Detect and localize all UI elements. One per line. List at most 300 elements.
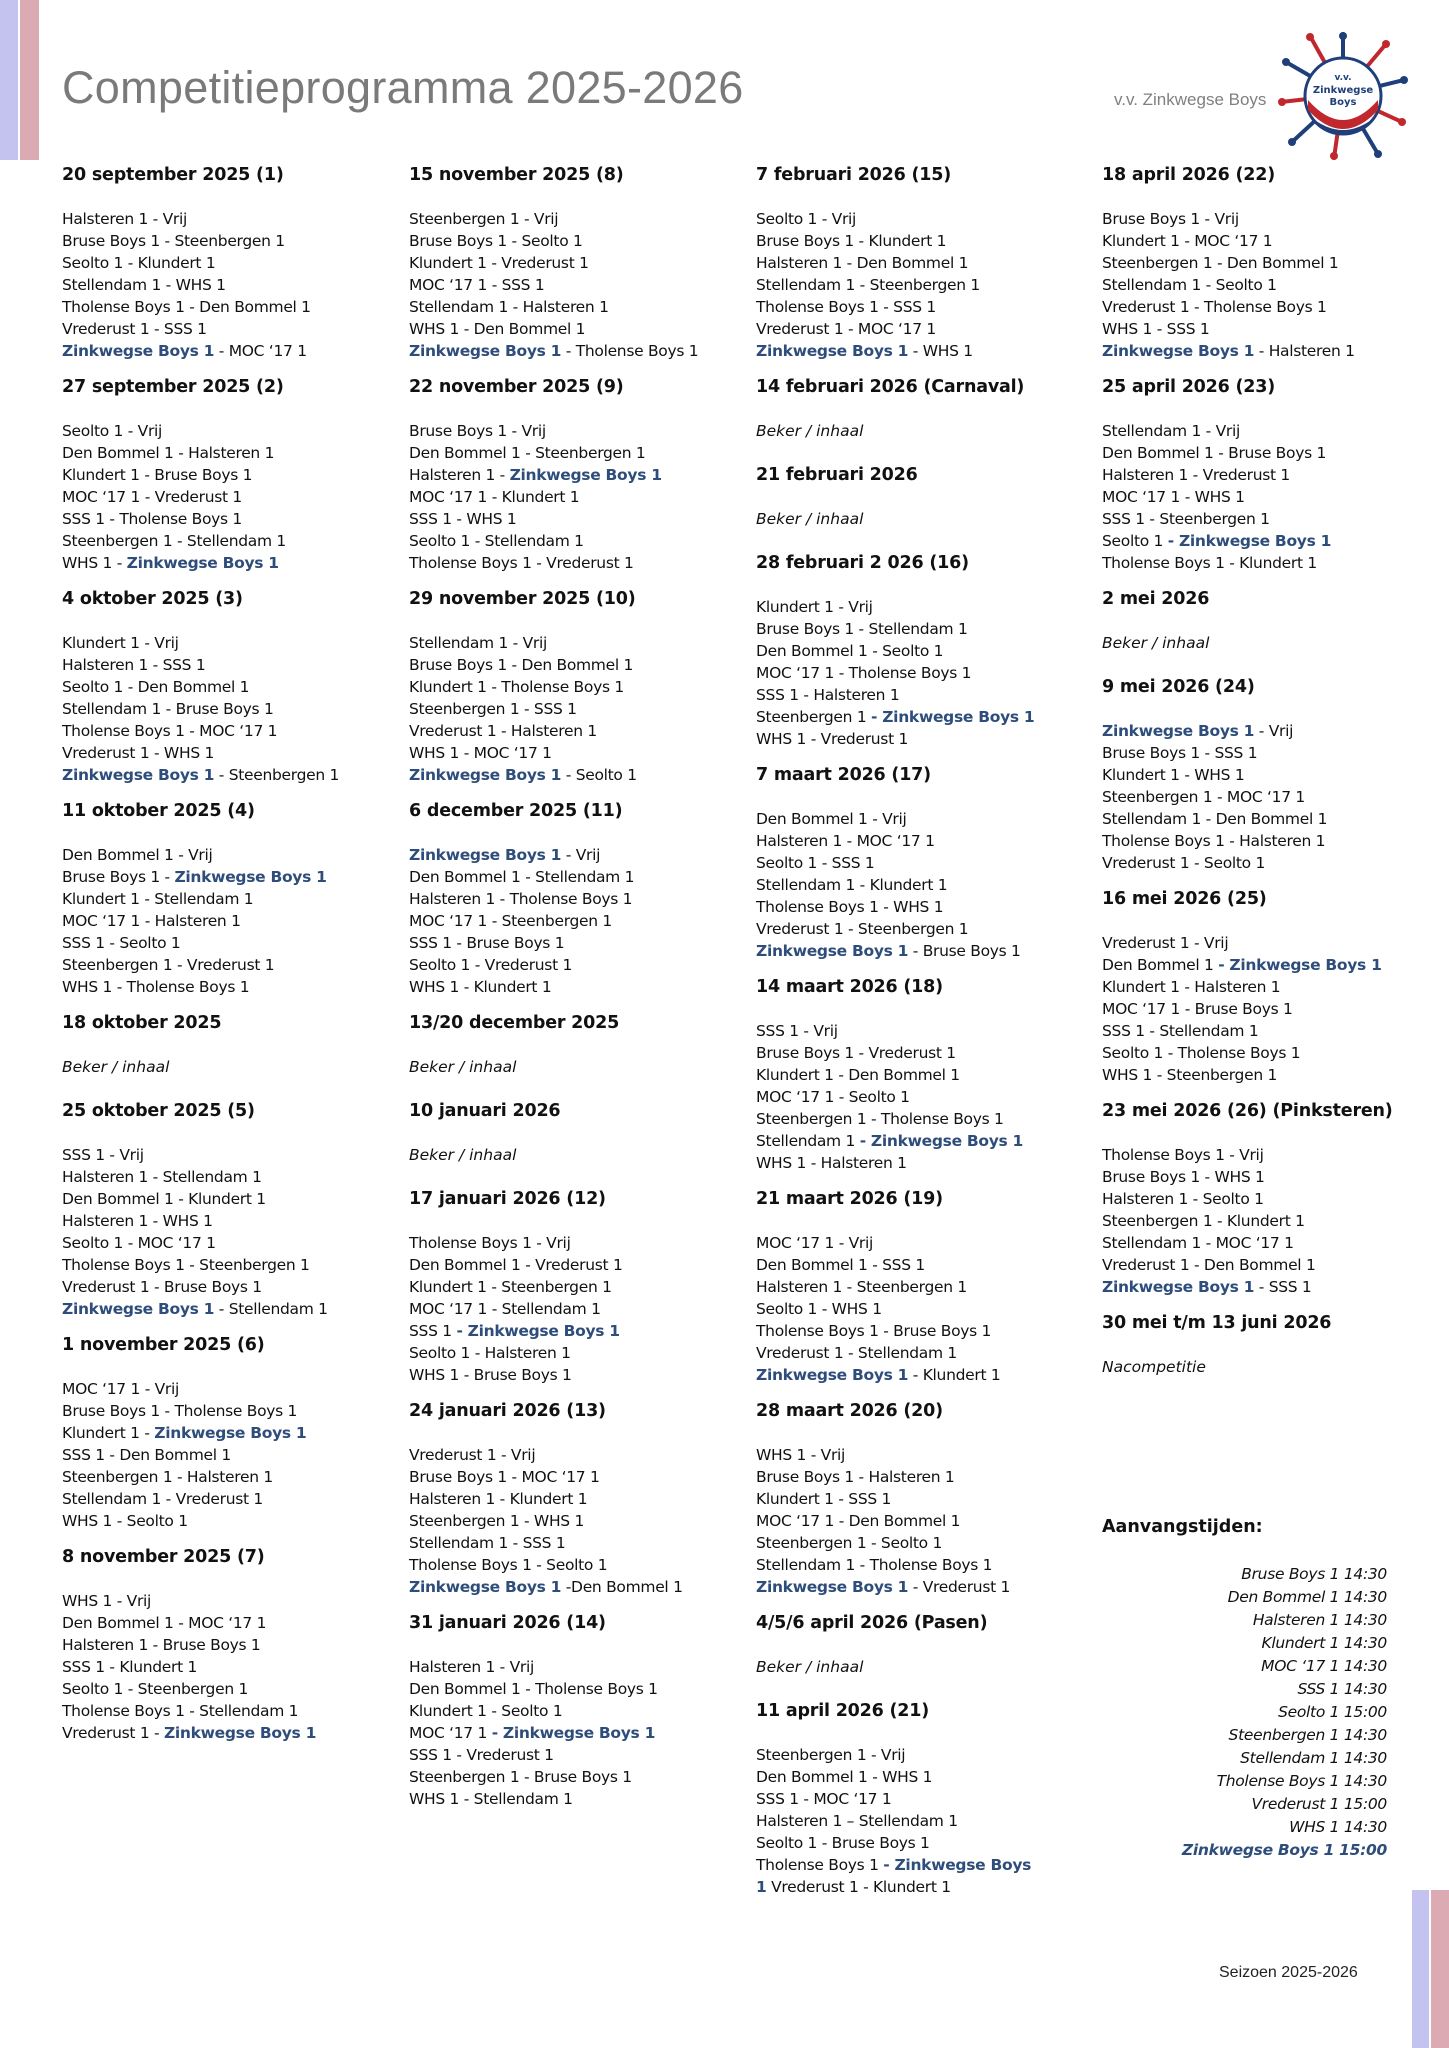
match-text: Klundert 1 -: [62, 1424, 155, 1442]
match-line: [409, 888, 698, 910]
round-date: 13/20 december 2025: [409, 1013, 620, 1033]
home-club-highlight: Zinkwegse Boys 1: [409, 342, 562, 360]
match-line: [62, 654, 339, 676]
match-text: SSS 1 - Halsteren 1: [756, 686, 900, 704]
match-line: [756, 918, 1034, 940]
match-line: [409, 1532, 698, 1554]
crest-line3: Boys: [1329, 97, 1357, 108]
match-text: Tholense Boys 1 - Steenbergen 1: [62, 1256, 310, 1274]
match-text: Halsteren 1 - Steenbergen 1: [756, 1278, 967, 1296]
match-line: [1102, 296, 1393, 318]
match-line: [1102, 486, 1393, 508]
match-text: Stellendam 1 - SSS 1: [409, 1534, 566, 1552]
match-text: Den Bommel 1: [1102, 956, 1219, 974]
match-line: [1102, 976, 1393, 998]
match-text: WHS 1 - Den Bommel 1: [409, 320, 586, 338]
match-text: MOC ‘17 1 - Steenbergen 1: [409, 912, 612, 930]
match-text: Steenbergen 1: [756, 708, 872, 726]
match-text: Vrederust 1 - Vrij: [409, 1446, 536, 1464]
match-line: [1102, 764, 1393, 786]
match-line: [409, 340, 698, 362]
match-text: Seolto 1: [1102, 532, 1168, 550]
match-line: [1102, 954, 1393, 976]
match-text: Den Bommel 1 - Vrij: [62, 846, 213, 864]
match-line: [409, 632, 698, 654]
match-line: [1102, 1020, 1393, 1042]
match-line: [1102, 1042, 1393, 1064]
round-date: 11 april 2026 (21): [756, 1701, 930, 1721]
match-line: [62, 632, 339, 654]
match-line: [62, 720, 339, 742]
match-line: [62, 340, 339, 362]
match-text: Den Bommel 1 - SSS 1: [756, 1256, 925, 1274]
match-line: [62, 932, 339, 954]
match-text: - Vrederust 1: [908, 1578, 1011, 1596]
match-line: [409, 1488, 698, 1510]
match-line: [756, 208, 1034, 230]
match-text: WHS 1 - Vrederust 1: [756, 730, 909, 748]
match-text: MOC ‘17 1 - Stellendam 1: [409, 1300, 601, 1318]
round-note: Beker / inhaal: [756, 422, 864, 440]
home-club-highlight: Zinkwegse Boys 1: [62, 766, 215, 784]
match-line: [756, 1232, 1034, 1254]
match-round: [409, 1400, 698, 1598]
match-line: [756, 640, 1034, 662]
match-text: SSS 1 - Bruse Boys 1: [409, 934, 565, 952]
match-line: [756, 1086, 1034, 1108]
round-date: 11 oktober 2025 (4): [62, 801, 255, 821]
match-text: Stellendam 1 - Vrij: [1102, 422, 1240, 440]
match-text: Bruse Boys 1 - SSS 1: [1102, 744, 1258, 762]
match-line: [62, 252, 339, 274]
match-line: [1102, 786, 1393, 808]
match-line: [1102, 1166, 1393, 1188]
match-line: [62, 274, 339, 296]
match-text: MOC ‘17 1 - Halsteren 1: [62, 912, 241, 930]
match-line: [409, 486, 698, 508]
match-line: [1102, 420, 1393, 442]
match-text: Seolto 1 - Vrederust 1: [409, 956, 573, 974]
match-line: [62, 1700, 339, 1722]
match-text: SSS 1 - Vrij: [756, 1022, 838, 1040]
round-note: Nacompetitie: [1102, 1358, 1206, 1376]
kickoff-row: Klundert 1 14:30: [1261, 1634, 1387, 1652]
round-date: 1 november 2025 (6): [62, 1335, 265, 1355]
round-note: Beker / inhaal: [756, 510, 864, 528]
match-text: WHS 1 - Steenbergen 1: [1102, 1066, 1278, 1084]
match-text: WHS 1 - Bruse Boys 1: [409, 1366, 572, 1384]
match-line: [756, 1532, 1034, 1554]
match-line: [62, 1656, 339, 1678]
match-line: [409, 252, 698, 274]
home-club-highlight: - Zinkwegse Boys 1: [456, 1322, 620, 1340]
crest-line1: v.v.: [1334, 73, 1352, 83]
round-date: 6 december 2025 (11): [409, 801, 623, 821]
home-club-highlight: Zinkwegse Boys 1: [62, 1300, 215, 1318]
home-club-highlight: Zinkwegse Boys 1: [756, 1578, 909, 1596]
match-line: [409, 296, 698, 318]
match-text: Steenbergen 1 - Stellendam 1: [62, 532, 286, 550]
match-text: Bruse Boys 1 - Seolto 1: [409, 232, 583, 250]
match-text: Den Bommel 1 - MOC ‘17 1: [62, 1614, 267, 1632]
match-text: Halsteren 1 - Tholense Boys 1: [409, 890, 633, 908]
match-text: - Vrij: [1254, 722, 1294, 740]
match-text: Steenbergen 1 - Vrederust 1: [62, 956, 275, 974]
match-text: Den Bommel 1 - Tholense Boys 1: [409, 1680, 658, 1698]
match-line: [62, 230, 339, 252]
match-line: [409, 1254, 698, 1276]
match-round: [409, 1012, 698, 1078]
match-text: Tholense Boys 1 - Halsteren 1: [1102, 832, 1326, 850]
kickoff-row: WHS 1 14:30: [1289, 1818, 1387, 1836]
match-line: [1102, 1232, 1393, 1254]
match-text: Tholense Boys 1 - Vrij: [409, 1234, 571, 1252]
match-line: [409, 1744, 698, 1766]
match-line: [62, 1188, 339, 1210]
match-line: [756, 318, 1034, 340]
match-text: Tholense Boys 1 - Stellendam 1: [62, 1702, 299, 1720]
match-text: Vrederust 1 - MOC ‘17 1: [756, 320, 936, 338]
match-line: [62, 676, 339, 698]
match-round: [756, 552, 1034, 750]
match-line: [756, 1276, 1034, 1298]
round-date: 2 mei 2026: [1102, 589, 1210, 609]
match-line: [756, 1364, 1034, 1386]
match-line: [409, 866, 698, 888]
kickoff-row: Den Bommel 1 14:30: [1227, 1588, 1387, 1606]
match-text: Seolto 1 - Vrij: [756, 210, 857, 228]
match-text: Den Bommel 1 - Vrij: [756, 810, 907, 828]
match-text: Seolto 1 - Halsteren 1: [409, 1344, 571, 1362]
match-text: - Bruse Boys 1: [908, 942, 1021, 960]
match-line: [1102, 552, 1393, 574]
round-date: 22 november 2025 (9): [409, 377, 624, 397]
match-text: SSS 1 - Tholense Boys 1: [62, 510, 242, 528]
home-club-highlight: - Zinkwegse Boys 1: [1167, 532, 1332, 550]
match-line: [756, 618, 1034, 640]
match-text: Tholense Boys 1 - Den Bommel 1: [62, 298, 311, 316]
match-text: MOC ‘17 1 - Vrij: [62, 1380, 179, 1398]
match-line: [409, 318, 698, 340]
home-club-highlight: Zinkwegse Boys 1: [409, 1578, 562, 1596]
match-line: [409, 1576, 698, 1598]
home-club-highlight: Zinkwegse Boys 1: [1102, 342, 1255, 360]
match-line: [409, 698, 698, 720]
round-date: 20 september 2025 (1): [62, 165, 284, 185]
round-note: Beker / inhaal: [1102, 634, 1210, 652]
match-round: [62, 800, 339, 998]
corner-stripe-pink: [20, 0, 39, 160]
match-text: WHS 1 - Vrij: [62, 1592, 152, 1610]
kickoff-row: Stellendam 1 14:30: [1240, 1749, 1387, 1767]
match-line: [1102, 932, 1393, 954]
match-round: [756, 376, 1034, 442]
match-line: [1102, 340, 1393, 362]
match-text: Halsteren 1 - MOC ‘17 1: [756, 832, 935, 850]
match-line: [409, 230, 698, 252]
match-line: [409, 676, 698, 698]
match-text: Klundert 1 - Steenbergen 1: [409, 1278, 612, 1296]
kickoff-row: MOC ‘17 1 14:30: [1261, 1657, 1387, 1675]
match-text: SSS 1 - WHS 1: [409, 510, 517, 528]
match-line: [409, 932, 698, 954]
match-line: [1102, 852, 1393, 874]
round-date: 17 januari 2026 (12): [409, 1189, 606, 1209]
match-line: [756, 940, 1034, 962]
match-text: - Tholense Boys 1: [561, 342, 699, 360]
match-line: [1102, 1210, 1393, 1232]
match-line: [1102, 318, 1393, 340]
match-text: MOC ‘17 1: [409, 1724, 492, 1742]
corner-stripe-blue-bottom: [1412, 1890, 1429, 2048]
match-line: [756, 874, 1034, 896]
match-round: [1102, 588, 1393, 654]
match-line: [409, 552, 698, 574]
match-line: [756, 1766, 1034, 1788]
match-line: [1102, 274, 1393, 296]
match-line: [62, 1210, 339, 1232]
club-crest-icon: [1278, 30, 1408, 164]
match-text: Seolto 1 - SSS 1: [756, 854, 875, 872]
round-date: 14 februari 2026 (Carnaval): [756, 377, 1025, 397]
match-line: [756, 1298, 1034, 1320]
match-line: [62, 464, 339, 486]
match-text: Klundert 1 - Seolto 1: [409, 1702, 563, 1720]
match-text: - MOC ‘17 1: [214, 342, 307, 360]
page-title: Competitieprogramma 2025-2026: [62, 62, 744, 113]
kickoff-row: Halsteren 1 14:30: [1252, 1611, 1387, 1629]
match-text: Stellendam 1 - WHS 1: [62, 276, 226, 294]
round-note: Beker / inhaal: [756, 1658, 864, 1676]
match-text: Vrederust 1 - Den Bommel 1: [1102, 1256, 1316, 1274]
match-text: Seolto 1 - MOC ‘17 1: [62, 1234, 216, 1252]
match-text: Vrederust 1 - Vrij: [1102, 934, 1229, 952]
round-date: 21 februari 2026: [756, 465, 918, 485]
match-round: [756, 164, 1034, 362]
match-text: - Halsteren 1: [1254, 342, 1355, 360]
home-club-highlight: Zinkwegse Boys 1: [163, 1724, 317, 1742]
schedule-column-2: [409, 164, 698, 1824]
match-line: [62, 1276, 339, 1298]
match-text: Seolto 1 - Vrij: [62, 422, 163, 440]
match-text: Halsteren 1 - Vrederust 1: [1102, 466, 1290, 484]
match-line: [756, 1576, 1034, 1598]
match-line: [756, 1130, 1034, 1152]
match-line: [62, 1488, 339, 1510]
match-line: [62, 1722, 339, 1744]
round-date: 4 oktober 2025 (3): [62, 589, 243, 609]
match-text: Stellendam 1 - MOC ‘17 1: [1102, 1234, 1294, 1252]
round-date: 10 januari 2026: [409, 1101, 561, 1121]
match-text: Bruse Boys 1 - Halsteren 1: [756, 1468, 955, 1486]
match-text: Bruse Boys 1 - Steenbergen 1: [62, 232, 285, 250]
match-text: Den Bommel 1 - Bruse Boys 1: [1102, 444, 1327, 462]
match-text: Tholense Boys 1 - Seolto 1: [409, 1556, 608, 1574]
match-text: MOC ‘17 1 - WHS 1: [1102, 488, 1245, 506]
match-text: - Klundert 1: [908, 1366, 1001, 1384]
match-line: [62, 1254, 339, 1276]
round-date: 28 februari 2 026 (16): [756, 553, 969, 573]
match-line: [409, 1722, 698, 1744]
match-text: Vrederust 1 - SSS 1: [62, 320, 207, 338]
match-text: - Seolto 1: [561, 766, 637, 784]
match-text: Seolto 1 - Tholense Boys 1: [1102, 1044, 1301, 1062]
match-text: Tholense Boys 1 - MOC ‘17 1: [62, 722, 278, 740]
match-text: Klundert 1 - Bruse Boys 1: [62, 466, 253, 484]
match-line: [62, 208, 339, 230]
match-text: SSS 1 - Vrij: [62, 1146, 144, 1164]
match-line: [1102, 1188, 1393, 1210]
match-line: [756, 852, 1034, 874]
match-line: [756, 230, 1034, 252]
match-text: WHS 1 - Seolto 1: [62, 1512, 188, 1530]
match-line: [409, 442, 698, 464]
corner-stripe-blue: [0, 0, 18, 160]
match-text: Tholense Boys 1 - SSS 1: [756, 298, 936, 316]
match-text: Tholense Boys 1 - WHS 1: [756, 898, 944, 916]
match-text: WHS 1 -: [62, 554, 127, 572]
match-line: [62, 1466, 339, 1488]
match-round: [1102, 164, 1393, 362]
match-line: [756, 596, 1034, 618]
home-club-highlight: Zinkwegse Boys 1: [126, 554, 279, 572]
club-name: v.v. Zinkwegse Boys: [1114, 90, 1267, 109]
match-line: [62, 698, 339, 720]
match-text: Tholense Boys 1 - Klundert 1: [1102, 554, 1317, 572]
match-text: Steenbergen 1 - Seolto 1: [756, 1534, 943, 1552]
match-line: [409, 1320, 698, 1342]
match-line: [62, 552, 339, 574]
match-text: Vrederust 1 - Halsteren 1: [409, 722, 597, 740]
match-text: SSS 1 - Stellendam 1: [1102, 1022, 1259, 1040]
kickoff-row: Tholense Boys 1 14:30: [1216, 1772, 1387, 1790]
match-line: [1102, 208, 1393, 230]
match-text: Klundert 1 - Tholense Boys 1: [409, 678, 624, 696]
match-text: Klundert 1 - Vrederust 1: [409, 254, 589, 272]
corner-stripe-pink-bottom: [1431, 1890, 1449, 2048]
match-line: [409, 530, 698, 552]
match-line: [756, 340, 1034, 362]
match-line: [756, 728, 1034, 750]
match-text: Bruse Boys 1 - Vrij: [1102, 210, 1239, 228]
match-text: Steenbergen 1 - Bruse Boys 1: [409, 1768, 632, 1786]
home-club-highlight: Zinkwegse Boys 1: [756, 1366, 909, 1384]
match-line: [409, 742, 698, 764]
schedule-column-4: [1102, 164, 1393, 1400]
match-line: [756, 1510, 1034, 1532]
match-line: [756, 808, 1034, 830]
match-line: [756, 896, 1034, 918]
match-line: [62, 1422, 339, 1444]
match-line: [62, 910, 339, 932]
match-line: [62, 1144, 339, 1166]
match-line: [409, 1444, 698, 1466]
home-club-highlight: Zinkwegse Boys 1: [1102, 722, 1255, 740]
home-club-highlight: - Zinkwegse Boys 1: [491, 1724, 656, 1742]
match-text: Steenbergen 1 - MOC ‘17 1: [1102, 788, 1305, 806]
match-line: [62, 954, 339, 976]
match-text: Halsteren 1 - WHS 1: [62, 1212, 213, 1230]
match-text: Den Bommel 1 - Halsteren 1: [62, 444, 275, 462]
match-line: [62, 420, 339, 442]
round-date: 25 oktober 2025 (5): [62, 1101, 255, 1121]
match-line: [756, 1320, 1034, 1342]
match-text: MOC ‘17 1 - Den Bommel 1: [756, 1512, 961, 1530]
match-line: [409, 508, 698, 530]
match-text: -Den Bommel 1: [561, 1578, 683, 1596]
match-line: [62, 318, 339, 340]
match-round: [62, 1012, 339, 1078]
match-line: [62, 1166, 339, 1188]
match-text: Vrederust 1 - Bruse Boys 1: [62, 1278, 262, 1296]
round-date: 14 maart 2026 (18): [756, 977, 943, 997]
match-text: Bruse Boys 1 - Klundert 1: [756, 232, 947, 250]
match-line: [62, 1634, 339, 1656]
match-line: [756, 1064, 1034, 1086]
match-line: [409, 1656, 698, 1678]
match-text: Seolto 1 - Den Bommel 1: [62, 678, 250, 696]
round-date: 30 mei t/m 13 juni 2026: [1102, 1313, 1332, 1333]
match-line: [409, 976, 698, 998]
match-line: [409, 954, 698, 976]
match-text: MOC ‘17 1 - Tholense Boys 1: [756, 664, 972, 682]
match-text: Den Bommel 1 - Seolto 1: [756, 642, 944, 660]
match-text: - SSS 1: [1254, 1278, 1312, 1296]
match-text: Vrederust 1 - Steenbergen 1: [756, 920, 969, 938]
match-text: - WHS 1: [908, 342, 973, 360]
home-club-highlight: - Zinkwegse Boys 1: [1218, 956, 1382, 974]
match-line: [409, 844, 698, 866]
round-date: 28 maart 2026 (20): [756, 1401, 943, 1421]
match-text: SSS 1 - Vrederust 1: [409, 1746, 554, 1764]
match-line: [1102, 530, 1393, 552]
match-line: [62, 1444, 339, 1466]
match-line: [756, 274, 1034, 296]
match-text: Halsteren 1 - Vrij: [409, 1658, 534, 1676]
match-round: [409, 588, 698, 786]
match-round: [756, 976, 1034, 1174]
match-text: MOC ‘17 1 - Klundert 1: [409, 488, 580, 506]
match-round: [409, 164, 698, 362]
round-date: 18 april 2026 (22): [1102, 165, 1276, 185]
match-text: Bruse Boys 1 - Vrij: [409, 422, 546, 440]
match-text: SSS 1 - Den Bommel 1: [62, 1446, 231, 1464]
match-text: Halsteren 1 - Seolto 1: [1102, 1190, 1264, 1208]
match-text: Steenbergen 1 - Halsteren 1: [62, 1468, 273, 1486]
round-date: 27 september 2025 (2): [62, 377, 284, 397]
match-line: [1102, 1254, 1393, 1276]
match-text: Halsteren 1 - SSS 1: [62, 656, 206, 674]
match-text: Tholense Boys 1 - Vrederust 1: [409, 554, 634, 572]
match-text: Vrederust 1 - Tholense Boys 1: [1102, 298, 1327, 316]
match-text: Seolto 1 - WHS 1: [756, 1300, 882, 1318]
match-text: Seolto 1 - Steenbergen 1: [62, 1680, 249, 1698]
match-line: [62, 442, 339, 464]
match-line: [62, 844, 339, 866]
match-line: [62, 508, 339, 530]
match-line: [1102, 1064, 1393, 1086]
match-text: Steenbergen 1 - SSS 1: [409, 700, 577, 718]
match-text: Klundert 1 - WHS 1: [1102, 766, 1245, 784]
match-line: [1102, 1276, 1393, 1298]
match-line: [62, 1298, 339, 1320]
round-date: 25 april 2026 (23): [1102, 377, 1276, 397]
match-line: [409, 720, 698, 742]
match-line: [62, 976, 339, 998]
match-text: Stellendam 1: [756, 1132, 860, 1150]
match-text: Klundert 1 - Vrij: [756, 598, 873, 616]
match-line: [62, 1678, 339, 1700]
